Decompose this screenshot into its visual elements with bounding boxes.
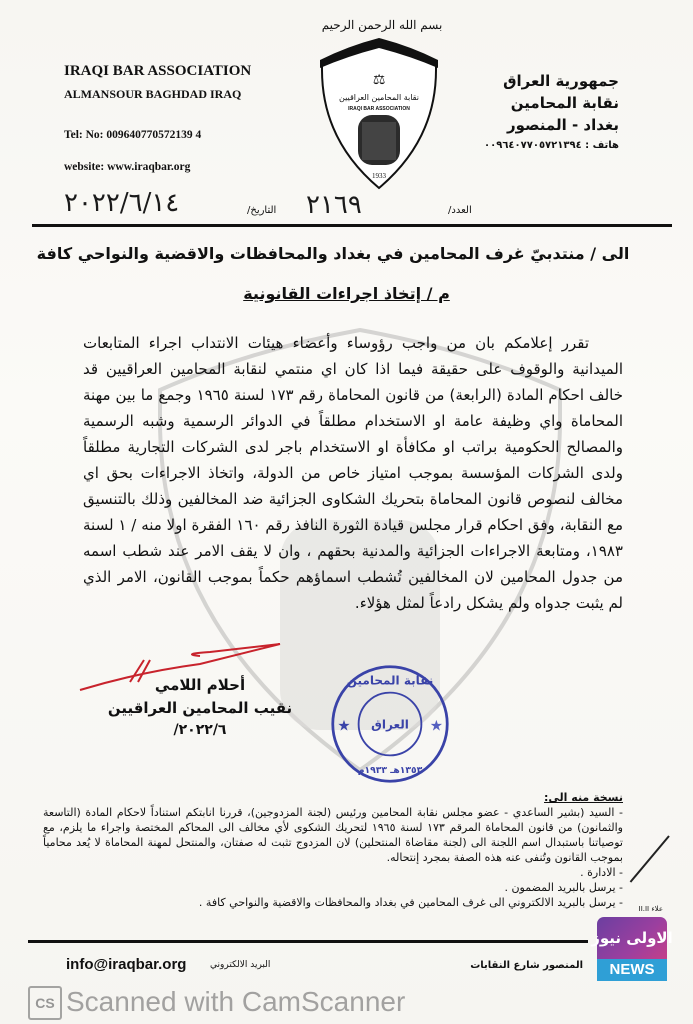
tel-en: Tel: No: 009640770572139 4: [64, 129, 202, 141]
org-name-ar: نقابة المحامين: [510, 94, 619, 112]
small-note: علاء II.II: [638, 905, 663, 913]
address-ar: بغداد - المنصور: [506, 116, 619, 134]
slash-mark: [630, 835, 670, 882]
footer-email-label: البريد الالكتروني: [210, 960, 271, 970]
cc-item: - يرسل بالبريد المضمون .: [504, 881, 623, 894]
cc-item: - الادارة .: [580, 866, 623, 879]
signatory-title: نقيب المحامين العراقيين: [107, 699, 293, 717]
signatory-name: أحلام اللامي: [154, 676, 246, 694]
stamp-star-icon: ★: [429, 717, 443, 735]
date-value: ٢٠٢٢/٦/١٤: [64, 188, 180, 218]
subject-line: م / إتخاذ اجراءات القانونية: [243, 284, 450, 303]
cc-title: نسخة منه الى:: [544, 791, 623, 804]
news-logo-ar: الاولى نيوز: [591, 929, 673, 947]
signature-date: ٢٠٢٢/٦/: [173, 722, 227, 738]
number-value: ٢١٦٩: [306, 190, 362, 220]
date-label: التاريخ/: [247, 205, 277, 216]
bismillah-text: بسم الله الرحمن الرحيم: [321, 18, 443, 32]
news-logo: [591, 917, 673, 981]
footer-address: المنصور شارع النقابات: [470, 960, 583, 971]
footer-divider: [28, 940, 588, 943]
number-label: العدد/: [448, 205, 472, 216]
phone-ar: هاتف : ٠٠٩٦٤٠٧٧٠٥٧٢١٣٩٤: [484, 140, 619, 151]
stamp-outer-text: نقابة المحامين: [346, 673, 434, 688]
stamp-star-icon: ★: [337, 717, 351, 735]
subject-line-wrap: [0, 284, 693, 303]
cc-item: - يرسل بالبريد الالكتروني الى غرف المحامين في بغداد والمحافظات والاقضية والنواحي كافة .: [198, 896, 623, 909]
country-ar: جمهورية العراق: [503, 72, 619, 90]
camscanner-watermark: Scanned with CamScanner: [66, 986, 406, 1017]
letter-body: [83, 330, 623, 616]
official-stamp: [330, 664, 450, 784]
logo-text-en: IRAQI BAR ASSOCIATION: [348, 106, 410, 112]
recipient-line: الى / منتدبيّ غرف المحامين في بغداد والمحافظات والاقضية والنواحي كافة: [36, 244, 630, 263]
org-name-en: IRAQI BAR ASSOCIATION: [64, 63, 252, 79]
stamp-number: ١٣٥٣هـ ١٩٣٣م: [357, 764, 423, 776]
copy-to-section: [43, 790, 623, 910]
body-paragraph: تقرر إعلامكم بان من واجب رؤوساء وأعضاء هيئات الانتداب اجراء المتابعات الميدانية والوقوف على حقيقة فيما اذا كان اي منتمي لنقابة المحامين العراقيين قد خالف احكام المادة (الرابعة) من قانون المحاماة رقم ١٧٣ لسنة ١٩٦٥ وجمع ما بين مهنة المحاماة واي وظيفة عامة او الاستخدام مطلقاً في الدوائر الرسمية وشبه الرسمية والمصالح الحكومية براتب او مكافأة او الاستخدام باجر لدى الشركات التجارية مطلقاً ولدى الشركات المؤسسة بموجب امتياز خاص من الدولة، واتخاذ الاجراءات بحق اي مخالف لنصوص قانون المحاماة بتحريك الشكاوى الجزائية ضد المخالفين وذلك بالتنسيق مع النقابة، وفق احكام قرار مجلس قيادة الثورة النافذ رقم ١٦٠ الفقرة اولا منه / ١ لسنة ١٩٨٣، ومتابعة الاجراءات الجزائية والمدنية بحقهم ، وان لا يقف الامر عند شطب اسمه من جدول المحامين لان المخالفين تُشطب اسماؤهم حكماً بموجب القانون، الامر الذي لم يثبت جدواه ولم يشكل رادعاً لمثل هؤلاء.: [83, 334, 624, 612]
scales-icon: ⚖: [372, 72, 386, 88]
address-en: ALMANSOUR BAGHDAD IRAQ: [64, 87, 242, 101]
camscanner-logo: CS: [28, 986, 62, 1020]
website-en: website: www.iraqbar.org: [64, 161, 191, 173]
cc-item: - السيد (بشير الساعدي - عضو مجلس نقابة المحامين ورئيس (لجنة المزدوجين)، قررنا انابتكم استناداً لاحكام المادة (التاسعة والثمانون) من قانون المحاماة المرقم ١٧٣ لسنة ١٩٦٥ لتحريك الشكوى لأي مخالف الى المحاكم المختصة واجراء ما يلزم، مع توصياتنا باستبدال اسم اللجنة الى (لجنة مقاضاة المنتحلين) لان المزدوج تثبت له صفتان، والمنتحل لمهنة المحاماة لا يُعد محامياً بموجب القانون وتُنفى عنه هذه الصفة بمجرد إنتحاله.: [43, 806, 623, 864]
stamp-inner-text: العراق: [371, 717, 409, 732]
logo-text-ar: نقابة المحامين العراقيين: [339, 93, 419, 102]
bar-association-logo: [318, 40, 440, 190]
header-divider: [32, 224, 672, 227]
logo-year: 1933: [372, 172, 386, 180]
news-logo-en: NEWS: [597, 959, 667, 981]
footer-email: info@iraqbar.org: [66, 956, 187, 973]
